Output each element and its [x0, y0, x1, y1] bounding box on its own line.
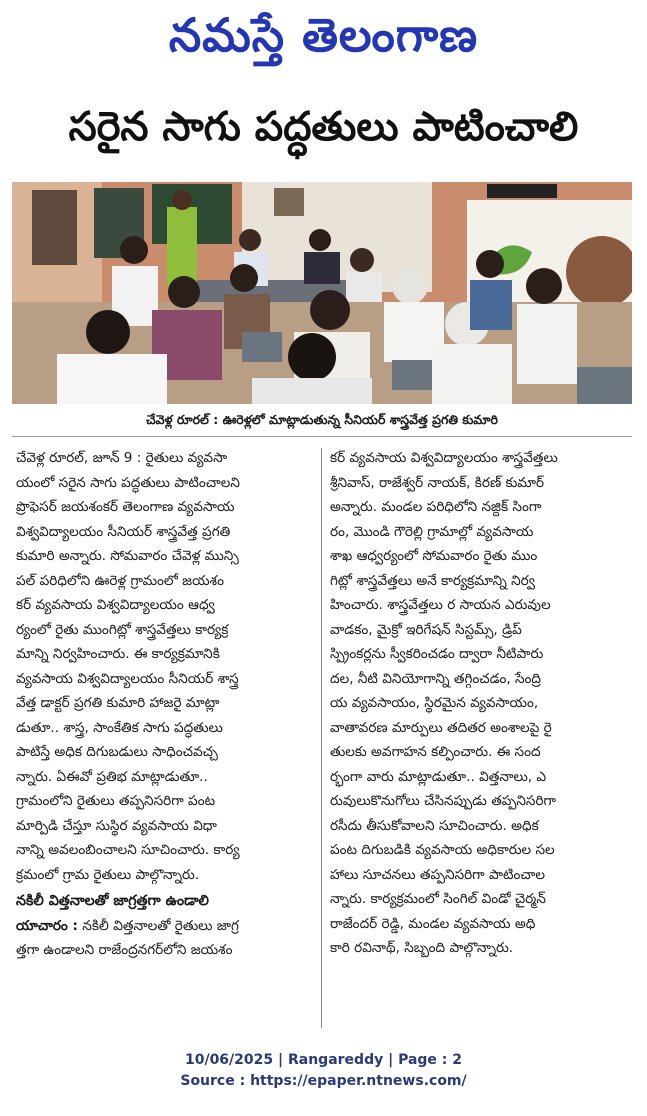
article-body-right: కర్ వ్యవసాయ విశ్వవిద్యాలయం శాస్త్రవేత్తలు శ్రీనివాస్, రాజేశ్వర్ నాయక్, కిరణ్ కుమార్ అన్నారు. మండల పరిధిలోని నజ్దిక్ సింగా రం, మొండి గౌరెల్లి గ్రామాల్లో వ్యవసాయ శాఖ ఆధ్వర్యంలో సోమవారం రైతు ముం గిట్లో శాస్త్రవేత్తలు అనే కార్యక్రమాన్ని నిర్వ హించారు. శాస్త్రవేత్తలు ర సాయన ఎరువుల వాడకం, మైక్రో ఇరిగేషన్ సిస్టమ్స్, డ్రిప్ స్ప్రింకర్లను స్వీకరించడం ద్వారా నీటిపారు దల, నీటి వినియోగాన్ని తగ్గించడం, సేంద్రి య వ్యవసాయం, స్థిరమైన వ్యవసాయం, వాతావరణ మార్పులు తదితర అంశాలపై రై తులకు అవగాహన కల్పించారు. ఈ సంద ర్భంగా వారు మాట్లాడుతూ.. విత్తనాలు, ఎ రువులుకొనుగోలు చేసినప్పుడు తప్పనిసరిగా రసీదు తీసుకోవాలని సూచించారు. అధిక పంట దిగుబడికి వ్యవసాయ అధికారుల సల హాలు సూచనలు తప్పనిసరిగా పాటించాల న్నారు. కార్యక్రమంలో సింగిల్ విండో చైర్మన్ రాజేందర్ రెడ్డి, మండల వ్యవసాయ అధి కారి రవినాథ్, సిబ్బంది పాల్గొన్నారు. — [330, 450, 558, 956]
footer-source-line: Source : https://epaper.ntnews.com/ — [180, 1073, 467, 1089]
masthead-title: నమస్తే తెలంగాణ — [168, 8, 479, 62]
article-photo — [12, 182, 632, 404]
column-divider — [321, 448, 322, 1028]
meeting-photo-illustration — [12, 182, 632, 404]
article-body-left: చేవెళ్ల రూరల్, జూన్ 9 : రైతులు వ్యవసా యంలో సరైన సాగు పద్ధతులు పాటించాలని ప్రొఫెసర్ జయశంకర్ తెలంగాణ వ్యవసాయ విశ్వవిద్యాలయం సీనియర్ శాస్త్రవేత్త ప్రగతి కుమారి అన్నారు. సోమవారం చేవెళ్ల మున్సి పల్ పరిధిలోని ఊరెళ్ల గ్రామంలో జయశం కర్ వ్యవసాయ విశ్వవిద్యాలయం ఆధ్వ ర్యంలో రైతు ముంగిట్లో శాస్త్రవేత్తలు కార్యక్ర మాన్ని నిర్వహించారు. ఈ కార్యక్రమానికి వ్యవసాయ విశ్వవిద్యాలయం సీనియర్ శాస్త్ర వేత్త డాక్టర్ ప్రగతి కుమారి హాజరై మాట్లా డుతూ.. శాస్త్ర, సాంకేతిక సాగు పద్ధతులు పాటిస్తే అధిక దిగుబడులు సాధించవచ్చ న్నారు. ఏఈవో ప్రతిభ మాట్లాడుతూ.. గ్రామంలోని రైతులు తప్పనిసరిగా పంట మార్పిడి చేస్తూ సుస్థిర వ్యవసాయ విధా నాన్ని అవలంబించాలని సూచించారు. కార్య క్రమంలో గ్రామ రైతులు పాల్గొన్నారు. — [16, 450, 240, 883]
article-subheading: నకిలీ విత్తనాలతో జాగ్రత్తగా ఉండాలి — [16, 893, 209, 909]
subsection-body — [16, 914, 316, 963]
photo-caption: చేవెళ్ల రూరల్ : ఊరెళ్లలో మాట్లాడుతున్న సీనియర్ శాస్త్రవేత్త ప్రగతి కుమారి — [12, 406, 632, 437]
footer-date-line: 10/06/2025 | Rangareddy | Page : 2 — [184, 1052, 463, 1068]
article-headline — [0, 96, 647, 168]
subsection-text: నకిలీ విత్తనాలతో రైతులు జాగ్ర త్తగా ఉండాలని రాజేంద్రనగర్‌లోని జయశం — [16, 917, 239, 958]
page-footer — [0, 1050, 647, 1092]
article-right-column — [330, 446, 630, 961]
newspaper-masthead — [0, 0, 647, 82]
subsection-dateline: యాచారం : — [16, 917, 78, 934]
headline-text: సరైన సాగు పద్ధతులు పాటించాలి — [68, 104, 579, 150]
article-left-column — [16, 446, 316, 963]
